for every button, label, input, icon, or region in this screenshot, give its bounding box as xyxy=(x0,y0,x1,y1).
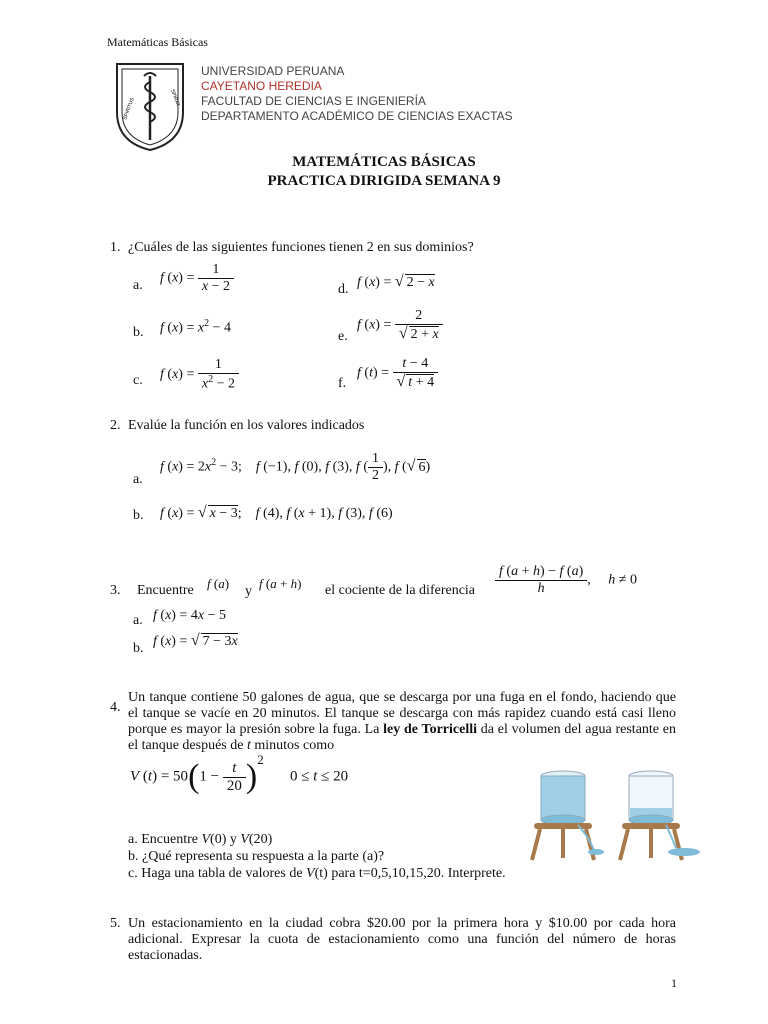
institution-line2: CAYETANO HEREDIA xyxy=(201,79,322,93)
q4-bold-term: ley de Torricelli xyxy=(383,722,477,737)
q2-label-a: a. xyxy=(133,472,143,487)
q3-formula-a: f (x) = 4x − 5 xyxy=(153,608,226,623)
q5-number: 5. xyxy=(110,916,121,931)
q5-text: Un estacionamiento en la ciudad cobra $20.00 por la primera hora y $10.00 por cada hora adicional. Expresar la cuota de estacionamiento como una función del número de horas estacionadas. xyxy=(128,916,676,963)
page-number: 1 xyxy=(671,976,677,990)
q1-label-d: d. xyxy=(338,282,349,297)
q2-formula-b: f (x) = √ x − 3; f (4), f (x + 1), f (3), f (6) xyxy=(160,504,393,521)
q1-formula-d: f (x) = √ 2 − x xyxy=(357,273,435,290)
q3-label-b: b. xyxy=(133,641,144,656)
q1-text: ¿Cuáles de las siguientes funciones tienen 2 en sus dominios? xyxy=(128,240,474,255)
q3-formula-b: f (x) = √ 7 − 3x xyxy=(153,632,238,649)
q3-number: 3. xyxy=(110,583,121,598)
q1-label-f: f. xyxy=(338,376,347,391)
q4-volume-formula: V (t) = 50(1 − $\frac{t}{20}$ )$^2$ 0 ≤ t ≤ 20 xyxy=(130,752,349,795)
q1-label-a: a. xyxy=(133,278,143,293)
water-tanks-illustration xyxy=(516,768,706,868)
q4-part-c: c. Haga una tabla de valores de V(t) para t=0,5,10,15,20. Interprete. xyxy=(128,866,506,881)
q2-formula-a: f $(x) = 2x^2 - 3$; f (−1), f (0), f (3), f ( $\frac{1}{2}$ ), f (√ 6) xyxy=(160,451,431,483)
q1-label-b: b. xyxy=(133,325,144,340)
svg-text:SPIRAT: SPIRAT xyxy=(169,88,181,108)
q1-label-e: e. xyxy=(338,329,348,344)
university-seal xyxy=(113,60,187,152)
q2-number: 2. xyxy=(110,418,121,433)
institution-line3: FACULTAD DE CIENCIAS E INGENIERÍA xyxy=(201,94,426,108)
q1-formula-a: f (x) = $\frac{1}{x - 2}$ xyxy=(160,262,234,295)
institution-line4: DEPARTAMENTO ACADÉMICO DE CIENCIAS EXACTAS xyxy=(201,109,513,123)
q3-fa: f (a) xyxy=(207,576,230,591)
q1-formula-e: f (x) = $\frac{2}{√ 2 + x}$ xyxy=(357,308,443,343)
q3-text-start: Encuentre xyxy=(137,583,194,598)
running-header: Matemáticas Básicas xyxy=(107,35,208,49)
page-title: MATEMÁTICAS BÁSICAS xyxy=(292,154,476,170)
q1-formula-b: f $(x) = x^2 - 4$ xyxy=(160,318,231,336)
svg-text:SPIRITUS: SPIRITUS xyxy=(122,96,136,121)
q3-label-a: a. xyxy=(133,613,143,628)
q4-paragraph: Un tanque contiene 50 galones de agua, que se descarga por una fuga en el fondo, haciendo que el tanque se vacíe en 20 minutos. El tanque se descarga con más rapidez cuando está casi lleno porque es mayor la presión sobre la fuga. La ley de Torricelli da el volumen del agua restante en el tanque después de t minutos como xyxy=(128,690,676,753)
q2-text: Evalúe la función en los valores indicados xyxy=(128,418,365,433)
page-subtitle: PRACTICA DIRIGIDA SEMANA 9 xyxy=(267,173,501,189)
q1-formula-c: f (x) = $\frac{1}{x^2 - 2}$ xyxy=(160,357,239,393)
q1-formula-f: f (t) = $\frac{t - 4}{√ t + 4}$ xyxy=(357,356,438,391)
q4-part-a: a. Encuentre V(0) y V(20) xyxy=(128,832,273,847)
q2-label-b: b. xyxy=(133,508,144,523)
q3-text-mid: el cociente de la diferencia xyxy=(325,583,476,598)
q4-part-b: b. ¿Qué representa su respuesta a la parte (a)? xyxy=(128,849,385,864)
q3-text-y: y xyxy=(245,584,252,599)
q3-fah: f (a + h) xyxy=(259,576,302,591)
q4-number: 4. xyxy=(110,700,121,715)
q1-number: 1. xyxy=(110,240,121,255)
q3-difference-quotient: $\frac{f (a + h) - f (a)}{h}$ , h ≠ 0 xyxy=(495,564,637,597)
institution-line1: UNIVERSIDAD PERUANA xyxy=(201,64,345,78)
q1-label-c: c. xyxy=(133,373,143,388)
